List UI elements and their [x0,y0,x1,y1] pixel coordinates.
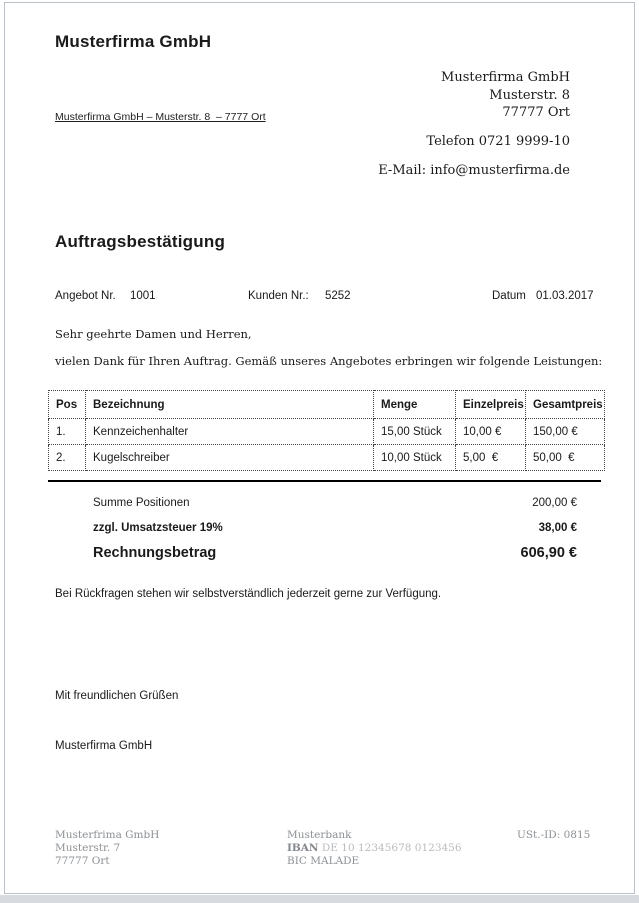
company-header: Musterfirma GmbH [55,32,212,51]
date-label: Datum [492,290,526,302]
totals-divider-line [48,480,601,482]
col-header-qty: Menge [374,391,456,419]
subtotal-label: Summe Positionen [93,497,190,509]
footer-bank-block [287,829,462,868]
signature-company: Musterfirma GmbH [55,740,153,752]
closing-note: Bei Rückfragen stehen wir selbstverständlich jederzeit gerne zur Verfügung. [55,588,442,600]
footer-company-street: Musterstr. 7 [55,842,121,854]
footer-bic: BIC MALADE [287,855,360,867]
item-pos: 2. [49,445,86,471]
footer-vat-id: USt.-ID: 0815 [517,829,591,841]
sender-address-line: Musterfirma GmbH – Musterstr. 8 – 7777 Ort [55,111,266,123]
vat-label: zzgl. Umsatzsteuer 19% [93,522,223,534]
col-header-unit: Einzelpreis [456,391,526,419]
regards-line: Mit freundlichen Grüßen [55,690,179,702]
subtotal-value: 200,00 € [532,497,577,509]
footer-company-block [55,829,159,868]
items-header-row [49,391,605,419]
vat-value: 38,00 € [538,522,577,534]
iban-label: IBAN [287,842,319,854]
invoice-total-value: 606,90 € [520,545,577,561]
item-unit-price: 5,00 € [456,445,526,471]
page-bottom-strip [0,895,639,903]
item-qty: 15,00 Stück [374,419,456,445]
email-line: E-Mail: info@musterfirma.de [378,163,570,178]
item-name: Kugelschreiber [86,445,374,471]
address-line-1: Musterfirma GmbH [441,70,570,85]
address-line-2: Musterstr. 8 [489,87,570,103]
item-unit-price: 10,00 € [456,419,526,445]
offer-number-label: Angebot Nr. [55,290,116,302]
date-value: 01.03.2017 [536,290,594,302]
items-table [48,390,605,471]
offer-number-value: 1001 [130,290,156,302]
col-header-name: Bezeichnung [86,391,374,419]
intro-text: vielen Dank für Ihren Auftrag. Gemäß unseres Angebotes erbringen wir folgende Leistungen: [55,354,603,368]
item-pos: 1. [49,419,86,445]
table-row [49,419,605,445]
address-line-3: 77777 Ort [502,105,570,120]
table-row [49,445,605,471]
footer-company-name: Musterfrima GmbH [55,829,160,841]
col-header-total: Gesamtpreis [526,391,605,419]
invoice-total-label: Rechnungsbetrag [93,545,217,561]
customer-number-value: 5252 [325,290,351,302]
footer-bank-name: Musterbank [287,829,352,841]
phone-line: Telefon 0721 9999-10 [426,133,570,149]
document-title: Auftragsbestätigung [55,232,226,251]
item-total: 150,00 € [526,419,605,445]
footer-company-city: 77777 Ort [55,855,110,867]
customer-number-label: Kunden Nr.: [248,290,309,302]
item-total: 50,00 € [526,445,605,471]
iban-value: DE 10 12345678 0123456 [321,842,462,854]
recipient-address-block [378,69,570,180]
footer-iban-line [287,842,462,855]
item-qty: 10,00 Stück [374,445,456,471]
salutation: Sehr geehrte Damen und Herren, [55,327,252,341]
col-header-pos: Pos [49,391,86,419]
item-name: Kennzeichenhalter [86,419,374,445]
